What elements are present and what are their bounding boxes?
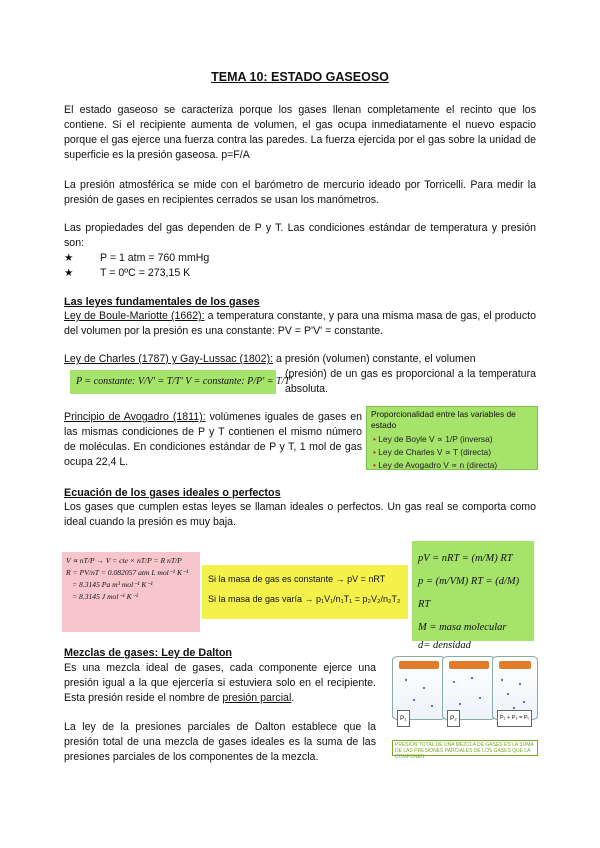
dalton-caption: PRESIÓN TOTAL DE UNA MEZCLA DE GASES ES LA SUMA DE LAS PRESIONES PARCIALES DE LOS GASES QUE LA COMPONEN <box>392 740 538 756</box>
prop-item: • Ley de Boyle V ∝ 1/P (inversa) <box>373 434 493 444</box>
intro-paragraph: El estado gaseoso se caracteriza porque los gases llenan completamente el recinto que los contiene. Si el recipiente aumenta de volumen, el gas ocupa inmediatamente el nuevo espacio porque el gas ejerce una fuerza contra las paredes. La fuerza ejercida por el gas sobre la unidad de superficie es la presión gaseosa. p=F/A <box>64 104 536 161</box>
mixtures-paragraph: Es una mezcla ideal de gases, cada componente ejerce una presión igual a la que ejercería si estuviera solo en el recipiente. Esta presión reside el nombre de presión parcial. <box>64 662 376 704</box>
boyle-law: Ley de Boule-Mariotte (1662): a temperatura constante, y para una misma masa de gas, el producto del volumen por la presión es una constante: PV = P'V' = constante. <box>64 310 537 337</box>
section-heading-leyes: Las leyes fundamentales de los gases <box>64 296 260 308</box>
dalton-diagram <box>392 652 538 738</box>
properties-paragraph: Las propiedades del gas dependen de P y T. Las condiciones estándar de temperatura y presión son: <box>64 222 536 249</box>
prop-item: • Ley de Avogadro V ∝ n (directa) <box>373 460 498 470</box>
standard-temperature: ★ T = 0ºC = 273,15 K <box>64 267 191 279</box>
molar-mass-formula-box: pV = nRT = (m/M) RT p = (m/VM) RT = (d/M) RT M = masa molecular d= densidad <box>412 541 534 641</box>
cylinder-gas-1: P₁ <box>392 656 446 720</box>
dalton-paragraph: La ley de la presiones parciales de Dalton establece que la presión total de una mezcla de gases ideales es la suma de las presiones parciales de los componentes de la mezcla. <box>64 721 376 763</box>
cylinder-gas-2: P₂ <box>442 656 496 720</box>
gas-mass-conditions-box: Si la masa de gas es constante → pV = nRT Si la masa de gas varía → p₁V₁/n₁T₁ = p₂V₂/n₂T₂ <box>202 565 408 619</box>
ideal-gas-paragraph: Los gases que cumplen estas leyes se llaman ideales o perfectos. Un gas real se comporta como ideal cuando la presión es muy baja. <box>64 501 536 528</box>
prop-item: • Ley de Charles V ∝ T (directa) <box>373 447 492 457</box>
avogadro-principle: Principio de Avogadro (1811): volúmenes iguales de gases en las mismas condiciones de P y T contienen el mismo número de moléculas. En condiciones estándar de P y T, 1 mol de gas ocupa 22,4 L. <box>64 411 363 468</box>
charles-law-cont: (presión) de un gas es proporcional a la temperatura absoluta. <box>285 368 536 395</box>
charles-formula-box: P = constante: V/V' = T/T' V = constante: P/P' = T/T' <box>70 370 276 394</box>
page-title: TEMA 10: ESTADO GASEOSO <box>211 70 389 84</box>
pressure-paragraph: La presión atmosférica se mide con el barómetro de mercurio ideado por Torricelli. Para medir la presión de gases en recipientes cerrados se usan los manómetros. <box>64 179 536 206</box>
ideal-gas-constant-box: V ∝ nT/P → V = cte × nT/P = R nT/P R = PV/nT = 0.082057 atm L mol⁻¹ K⁻¹ = 8.3145 Pa m³ mol⁻¹ K⁻¹ = 8.3145 J mol⁻¹ K⁻¹ <box>62 552 200 632</box>
cylinder-mixture: P₁ + P₂ = Pₜ <box>492 656 538 720</box>
section-heading-mezclas: Mezclas de gases: Ley de Dalton <box>64 647 233 659</box>
standard-pressure: ★ P = 1 atm = 760 mmHg <box>64 252 210 264</box>
proportionality-box: Proporcionalidad entre las variables de estado • Ley de Boyle V ∝ 1/P (inversa) • Ley de Charles V ∝ T (directa) • Ley de Avogadro V ∝ n (directa) <box>366 406 538 470</box>
charles-law: Ley de Charles (1787) y Gay-Lussac (1802): a presión (volumen) constante, el volumen <box>64 353 476 365</box>
section-heading-ideales: Ecuación de los gases ideales o perfectos <box>64 487 281 499</box>
